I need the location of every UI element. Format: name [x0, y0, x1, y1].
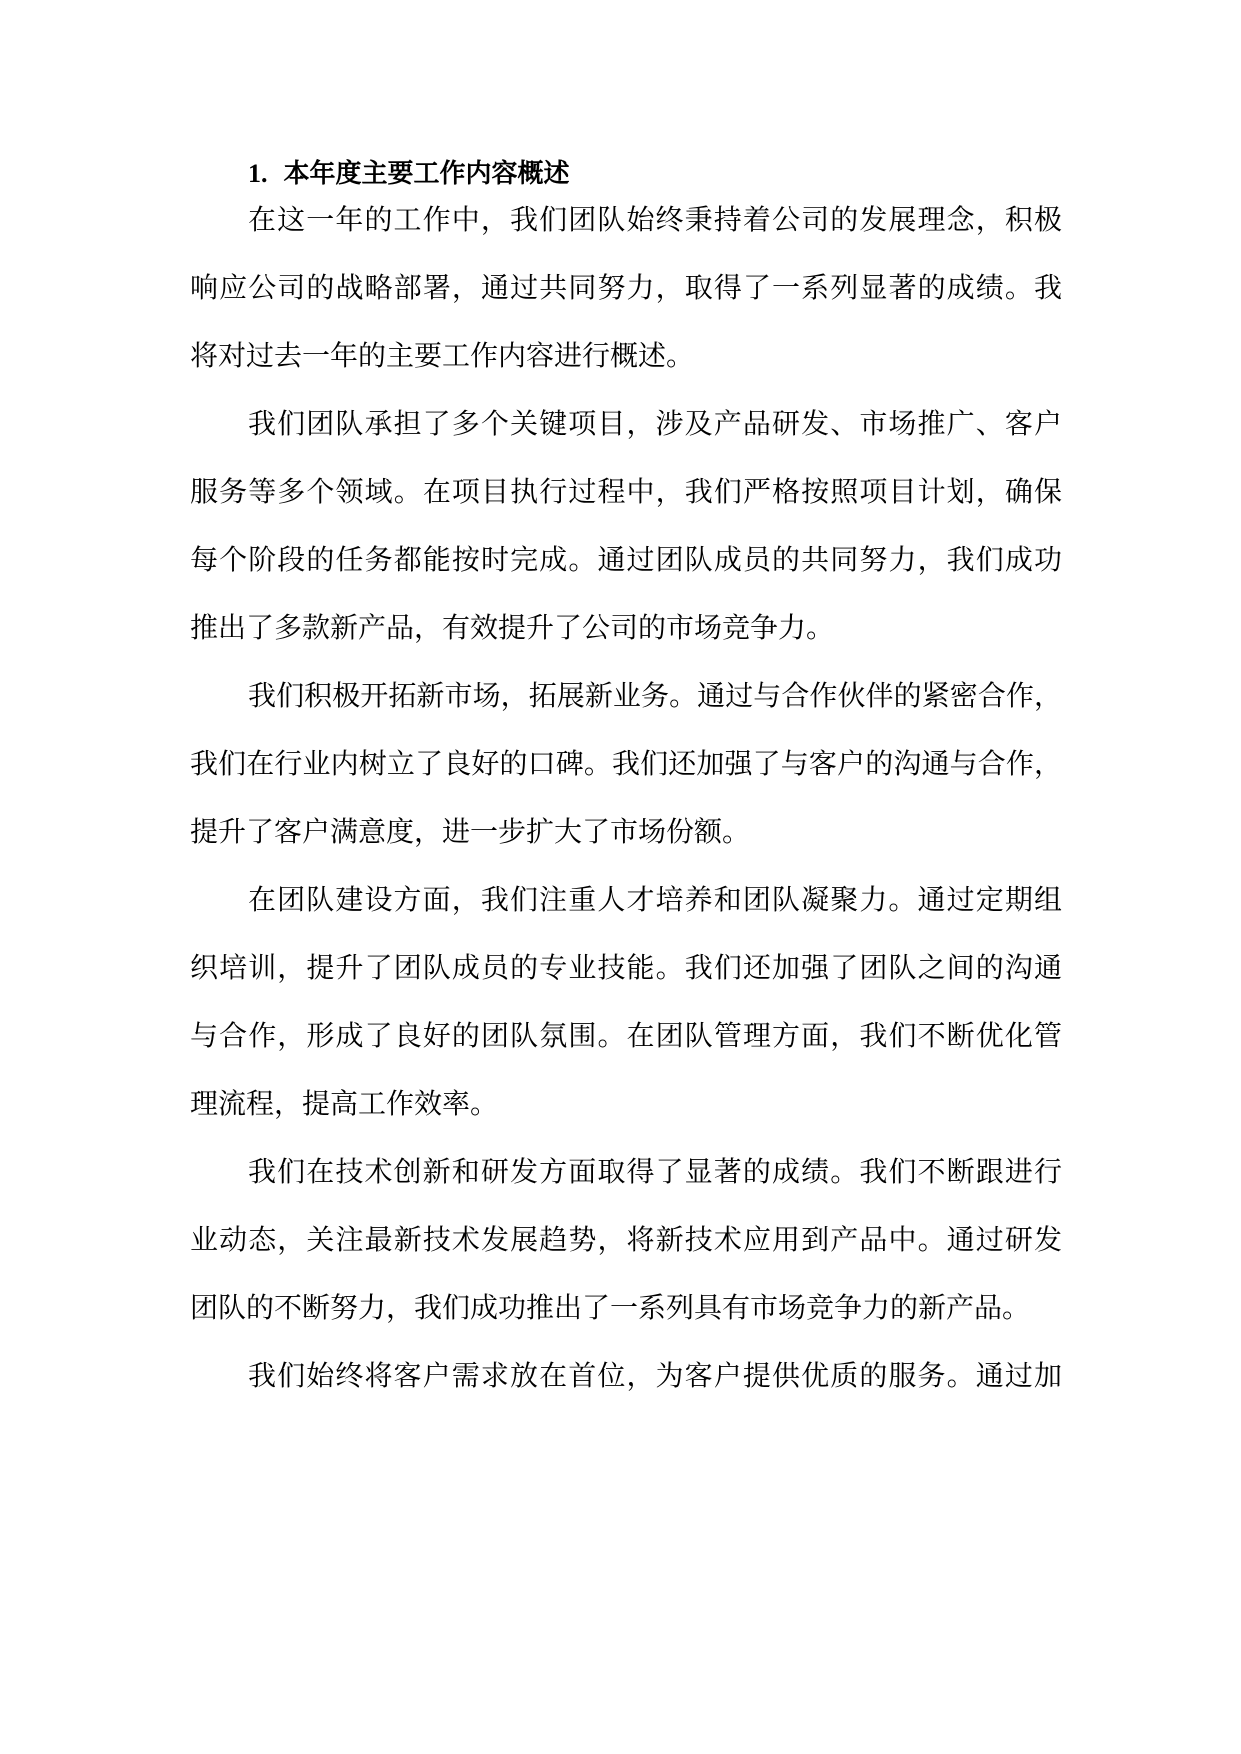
- paragraph-1-line-1: 在这一年的工作中，我们团队始终秉持着公司的发展理念，积极: [248, 203, 1062, 236]
- paragraph-4-line-2: 织培训，提升了团队成员的专业技能。我们还加强了团队之间的沟通: [190, 951, 1062, 984]
- paragraph-5-line-3: 团队的不断努力，我们成功推出了一系列具有市场竞争力的新产品。: [190, 1291, 1031, 1324]
- paragraph-2-line-2: 服务等多个领域。在项目执行过程中，我们严格按照项目计划，确保: [190, 475, 1062, 508]
- section-number: 1.: [248, 159, 268, 188]
- paragraph-4-line-1: 在团队建设方面，我们注重人才培养和团队凝聚力。通过定期组: [248, 883, 1062, 916]
- paragraph-5-line-1: 我们在技术创新和研发方面取得了显著的成绩。我们不断跟进行: [248, 1155, 1062, 1188]
- paragraph-3-line-1: 我们积极开拓新市场，拓展新业务。通过与合作伙伴的紧密合作，: [248, 679, 1062, 712]
- paragraph-5-line-2: 业动态，关注最新技术发展趋势，将新技术应用到产品中。通过研发: [190, 1223, 1062, 1256]
- section-title: 本年度主要工作内容概述: [283, 159, 570, 189]
- paragraph-2-line-1: 我们团队承担了多个关键项目，涉及产品研发、市场推广、客户: [248, 407, 1062, 440]
- paragraph-6-line-1: 我们始终将客户需求放在首位，为客户提供优质的服务。通过加: [248, 1359, 1062, 1392]
- section-heading: [248, 150, 570, 198]
- paragraph-2-line-4: 推出了多款新产品，有效提升了公司的市场竞争力。: [190, 611, 835, 644]
- paragraph-3-line-3: 提升了客户满意度，进一步扩大了市场份额。: [190, 815, 751, 848]
- paragraph-2-line-3: 每个阶段的任务都能按时完成。通过团队成员的共同努力，我们成功: [190, 543, 1062, 576]
- paragraph-4-line-4: 理流程，提高工作效率。: [190, 1087, 499, 1120]
- paragraph-1-line-2: 响应公司的战略部署，通过共同努力，取得了一系列显著的成绩。我: [190, 271, 1062, 304]
- paragraph-1-line-3: 将对过去一年的主要工作内容进行概述。: [190, 339, 695, 372]
- paragraph-3-line-2: 我们在行业内树立了良好的口碑。我们还加强了与客户的沟通与合作，: [190, 747, 1062, 780]
- paragraph-4-line-3: 与合作，形成了良好的团队氛围。在团队管理方面，我们不断优化管: [190, 1019, 1062, 1052]
